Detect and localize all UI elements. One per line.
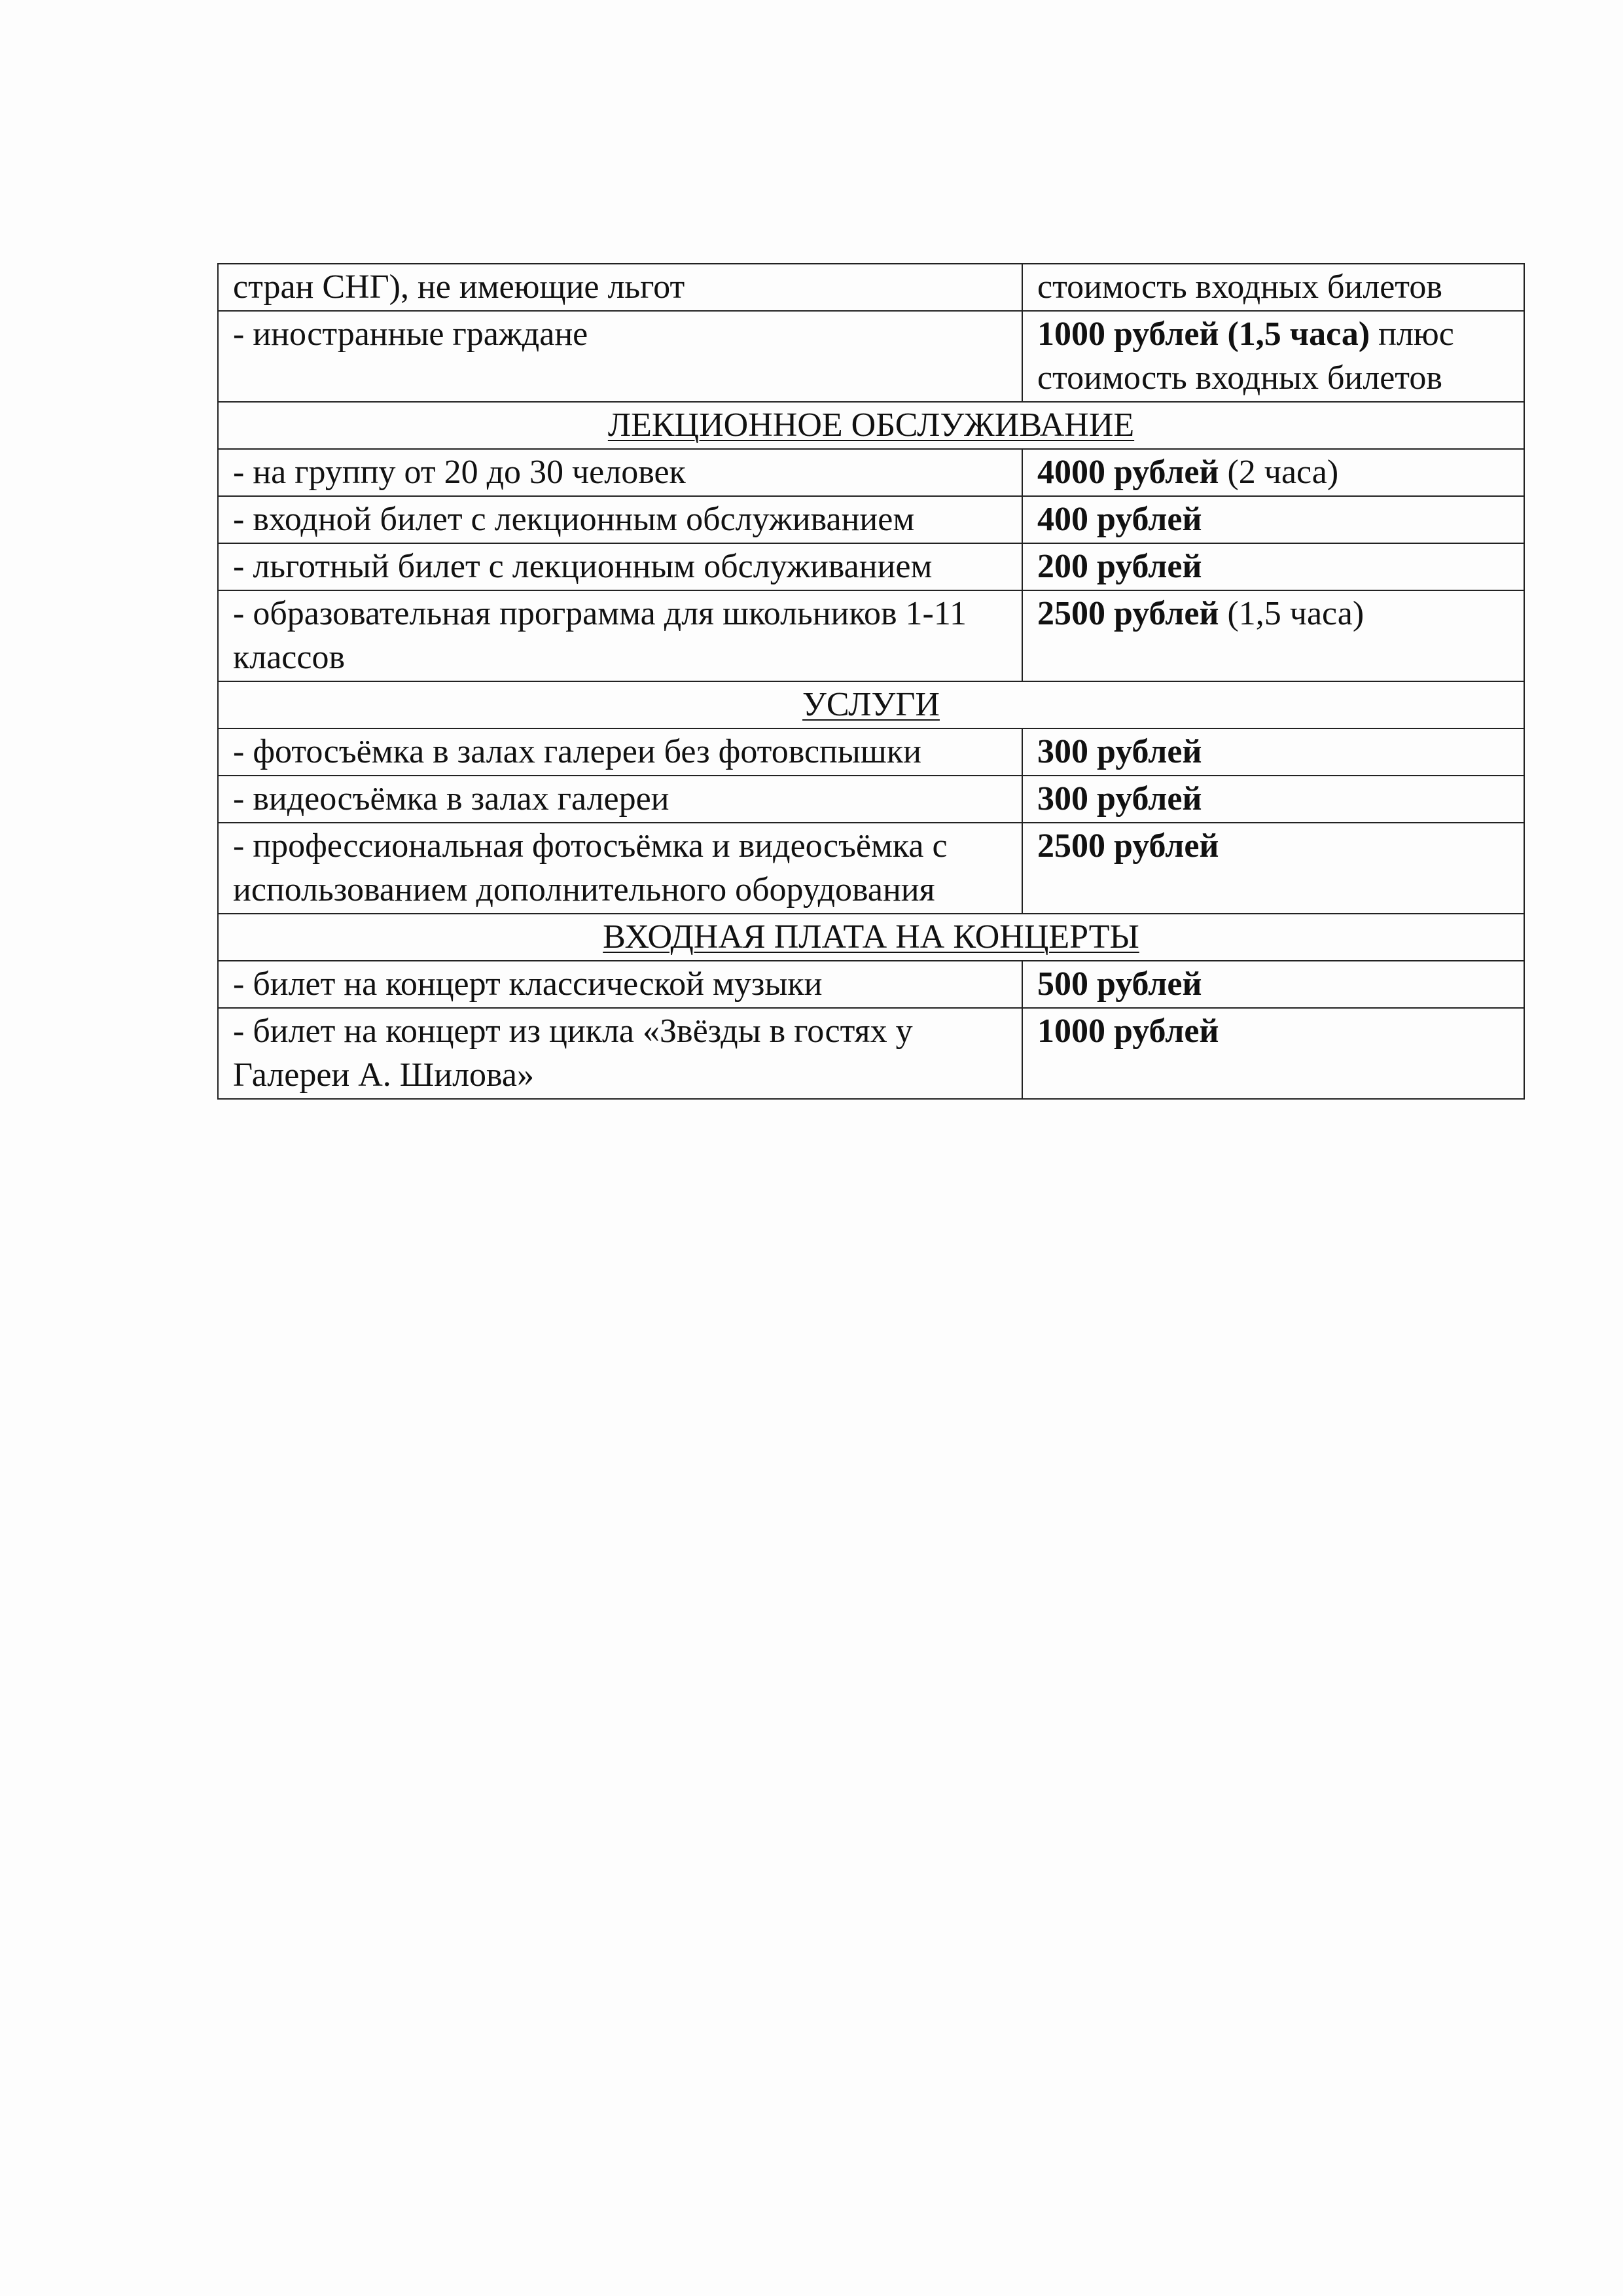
- section-header-row: [218, 402, 1524, 449]
- price-amount: 300 рублей: [1037, 733, 1202, 770]
- service-description: - на группу от 20 до 30 человек: [218, 449, 1022, 496]
- service-description: - билет на концерт классической музыки: [218, 961, 1022, 1008]
- table-row: [218, 311, 1524, 402]
- service-description: - образовательная программа для школьников 1-11 классов: [218, 590, 1022, 681]
- table-row: [218, 449, 1524, 496]
- section-header-row: [218, 914, 1524, 961]
- service-price: [1022, 776, 1524, 823]
- price-amount: 400 рублей: [1037, 501, 1202, 538]
- service-price: [1022, 543, 1524, 590]
- service-description: - входной билет с лекционным обслуживанием: [218, 496, 1022, 543]
- service-price: [1022, 823, 1524, 914]
- service-price: [1022, 728, 1524, 776]
- price-amount: 500 рублей: [1037, 965, 1202, 1003]
- price-amount: 200 рублей: [1037, 548, 1202, 585]
- price-table: [217, 263, 1525, 1100]
- service-description: - видеосъёмка в залах галереи: [218, 776, 1022, 823]
- table-row: [218, 823, 1524, 914]
- service-price: [1022, 449, 1524, 496]
- table-row: [218, 961, 1524, 1008]
- price-amount: 1000 рублей (1,5 часа): [1037, 315, 1370, 353]
- service-description: - фотосъёмка в залах галереи без фотовспышки: [218, 728, 1022, 776]
- section-title: УСЛУГИ: [218, 681, 1524, 728]
- section-header-row: [218, 681, 1524, 728]
- table-row: [218, 264, 1524, 311]
- service-price: [1022, 1008, 1524, 1099]
- section-title: ВХОДНАЯ ПЛАТА НА КОНЦЕРТЫ: [218, 914, 1524, 961]
- price-amount: 2500 рублей: [1037, 827, 1219, 865]
- service-description: - льготный билет с лекционным обслуживанием: [218, 543, 1022, 590]
- price-note: стоимость входных билетов: [1037, 268, 1442, 306]
- table-row: [218, 728, 1524, 776]
- price-amount: 1000 рублей: [1037, 1013, 1219, 1050]
- table-row: [218, 543, 1524, 590]
- price-amount: 4000 рублей: [1037, 454, 1219, 491]
- price-note: плюс стоимость входных билетов: [1037, 315, 1454, 397]
- price-amount: 300 рублей: [1037, 780, 1202, 817]
- service-price: [1022, 961, 1524, 1008]
- service-price: [1022, 311, 1524, 402]
- service-description: - профессиональная фотосъёмка и видеосъёмка с использованием дополнительного оборудования: [218, 823, 1022, 914]
- service-description: - иностранные граждане: [218, 311, 1022, 402]
- section-title: ЛЕКЦИОННОЕ ОБСЛУЖИВАНИЕ: [218, 402, 1524, 449]
- price-amount: 2500 рублей: [1037, 595, 1219, 632]
- service-price: [1022, 590, 1524, 681]
- service-description: стран СНГ), не имеющие льгот: [218, 264, 1022, 311]
- table-row: [218, 776, 1524, 823]
- price-note: (2 часа): [1219, 454, 1339, 491]
- table-row: [218, 1008, 1524, 1099]
- table-row: [218, 590, 1524, 681]
- price-note: (1,5 часа): [1219, 595, 1364, 632]
- service-price: [1022, 264, 1524, 311]
- service-price: [1022, 496, 1524, 543]
- service-description: - билет на концерт из цикла «Звёзды в гостях у Галереи А. Шилова»: [218, 1008, 1022, 1099]
- table-row: [218, 496, 1524, 543]
